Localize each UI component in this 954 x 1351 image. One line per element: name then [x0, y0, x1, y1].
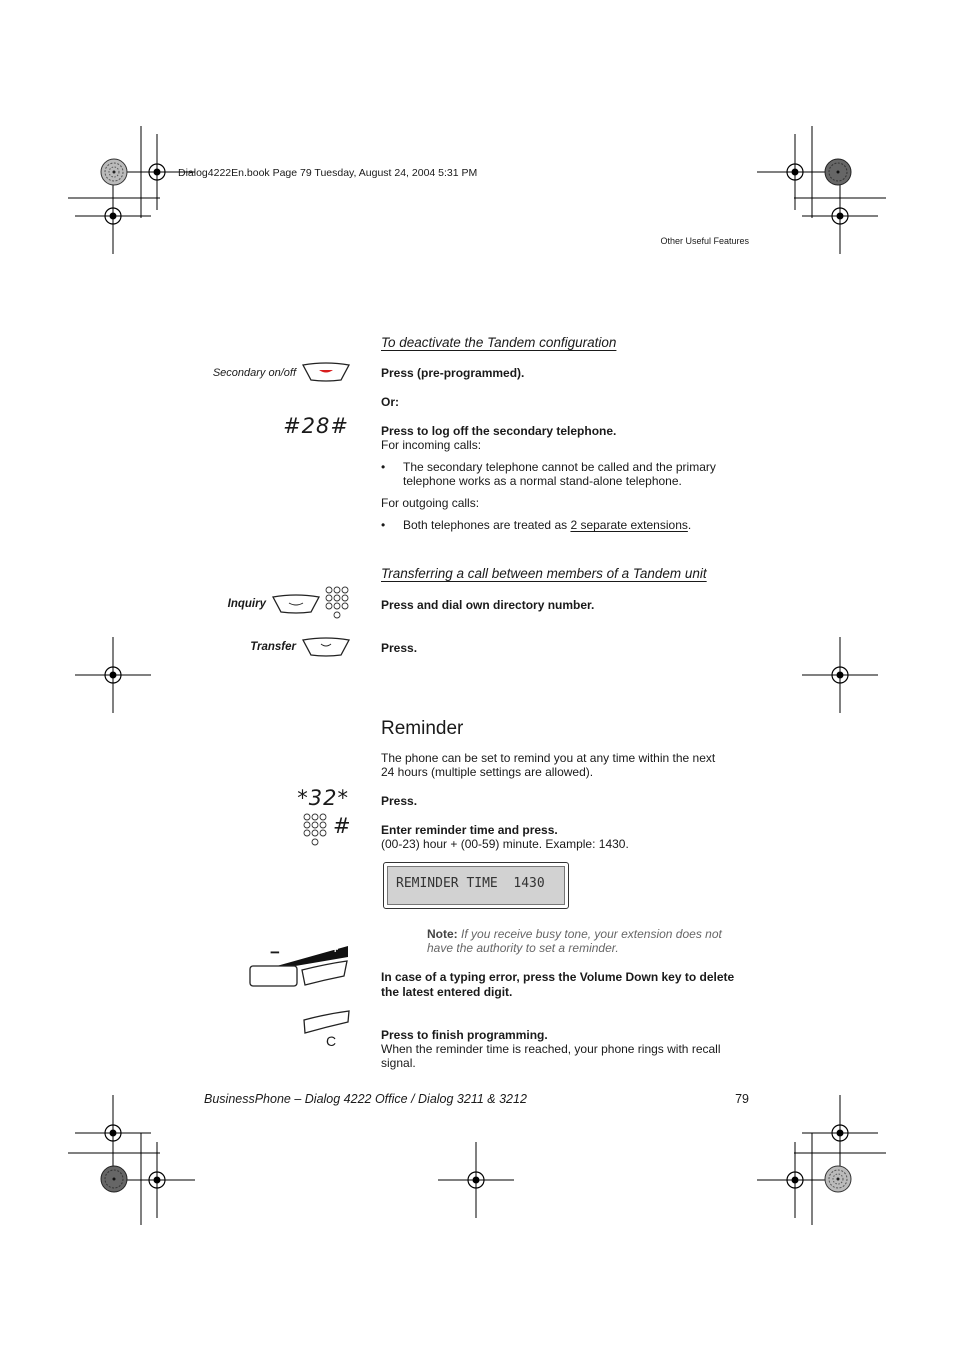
outgoing-bullet-text: Both telephones are treated as — [403, 518, 571, 532]
step-press-preprogrammed: Press (pre-programmed). — [381, 366, 525, 380]
enter-reminder-text: Enter reminder time and press. — [381, 823, 558, 837]
outgoing-bullet-end: . — [687, 518, 692, 532]
inquiry-key-icon — [272, 594, 320, 614]
finish-detail-line1: When the reminder time is reached, your phone rings with recall — [381, 1042, 721, 1056]
separate-extensions-link[interactable]: 2 separate extensions — [570, 518, 688, 532]
file-info: Dialog4222En.book Page 79 Tuesday, August 24, 2004 5:31 PM — [178, 167, 478, 179]
inquiry-text: Press and dial own directory number. — [381, 598, 595, 612]
outgoing-intro: For outgoing calls: — [381, 496, 480, 510]
clear-key-label: C — [326, 1033, 337, 1049]
reminder-code: *32* — [297, 786, 349, 810]
incoming-intro: For incoming calls: — [381, 438, 482, 452]
finish-text: Press to finish programming. — [381, 1028, 548, 1042]
secondary-key-label: Secondary on/off — [212, 367, 296, 379]
or-label: Or: — [381, 395, 399, 409]
logoff-code: #28# — [283, 414, 349, 438]
enter-reminder-detail: (00-23) hour + (00-59) minute. Example: 1430. — [381, 837, 629, 851]
volume-text-line2: the latest entered digit. — [381, 985, 513, 999]
display-screen — [387, 866, 565, 905]
volume-text-line1: In case of a typing error, press the Volume Down key to delete — [381, 970, 735, 984]
transfer-key-icon — [302, 637, 350, 657]
bullet-dot: • — [381, 460, 386, 474]
finish-detail-line2: signal. — [381, 1056, 416, 1070]
note-text: If you receive busy tone, your extension does not — [461, 927, 722, 941]
volume-minus-icon: − — [270, 943, 280, 962]
note-line2: have the authority to set a reminder. — [427, 941, 619, 955]
hash-key-icon: # — [333, 814, 351, 838]
keypad-icon — [302, 813, 330, 849]
volume-plus-icon: + — [332, 944, 339, 956]
tandem-off-heading: To deactivate the Tandem configuration — [381, 335, 617, 350]
page-number: 79 — [735, 1092, 749, 1106]
note-label: Note: — [427, 927, 458, 941]
reminder-intro-line2: 24 hours (multiple settings are allowed). — [381, 765, 594, 779]
note-line1 — [427, 927, 722, 942]
incoming-bullet-line2: telephone works as a normal stand-alone telephone. — [403, 474, 682, 488]
step-logoff: Press to log off the secondary telephone. — [381, 424, 617, 438]
secondary-key-icon — [302, 362, 350, 382]
transfer-text: Press. — [381, 641, 418, 655]
incoming-bullet-line1: The secondary telephone cannot be called and the primary — [403, 460, 716, 474]
display-text: REMINDER TIME 1430 — [396, 876, 545, 891]
reminder-intro-line1: The phone can be set to remind you at any time within the next — [381, 751, 716, 765]
phone-display — [383, 862, 569, 909]
footer-title: BusinessPhone – Dialog 4222 Office / Dialog 3211 & 3212 — [204, 1092, 527, 1106]
transfer-heading: Transferring a call between members of a Tandem unit — [381, 566, 707, 581]
reminder-title: Reminder — [381, 718, 464, 739]
section-header: Other Useful Features — [660, 236, 749, 246]
reminder-press: Press. — [381, 794, 418, 808]
bullet-dot: • — [381, 518, 386, 532]
keypad-icon — [324, 586, 352, 622]
outgoing-bullet — [403, 518, 691, 533]
inquiry-label: Inquiry — [227, 598, 266, 610]
transfer-label: Transfer — [250, 641, 296, 653]
